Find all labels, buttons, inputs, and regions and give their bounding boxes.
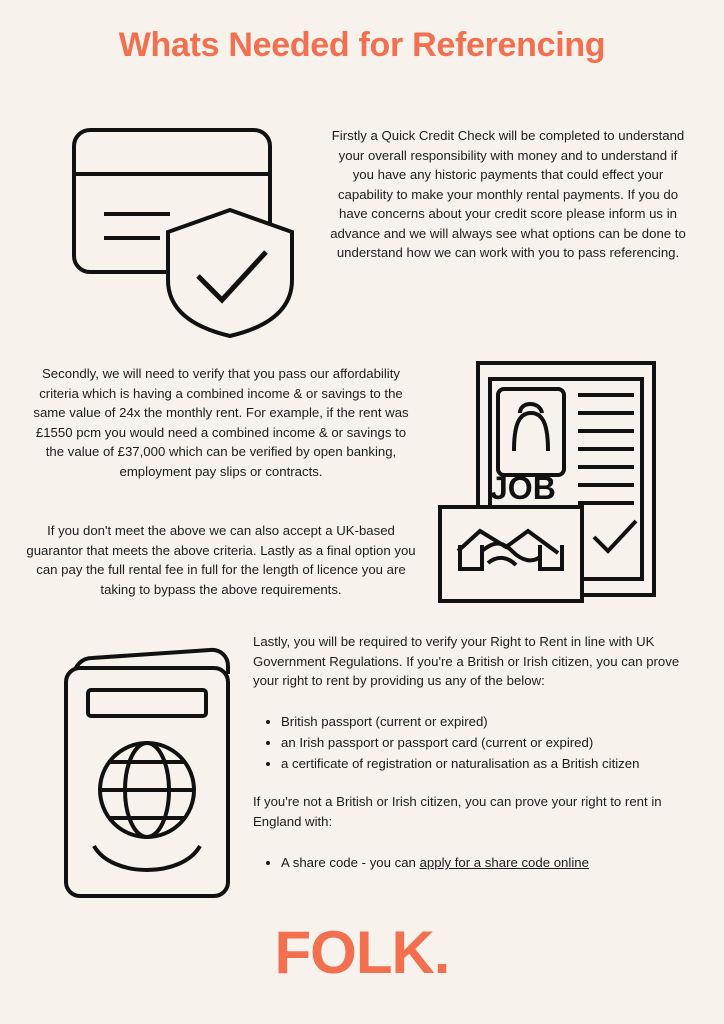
share-code-link[interactable]: apply for a share code online: [419, 855, 589, 870]
right-to-rent-intro: Lastly, you will be required to verify your Right to Rent in line with UK Government Regulations. If you're a British or Irish citizen, you can prove your right to rent by providing us any of the below:: [253, 634, 680, 688]
list-item: • a certificate of registration or naturalisation as a British citizen: [281, 754, 715, 774]
list-item: • British passport (current or expired): [281, 712, 715, 732]
page-title: Whats Needed for Referencing: [118, 26, 606, 64]
non-british-list: [253, 853, 715, 873]
list-item: [281, 853, 715, 873]
credit-check-paragraph: Firstly a Quick Credit Check will be completed to understand your overall responsibility with money and to understand if you have any historic payments that could effect your capability to make your monthly rental payments. If you do have concerns about your credit score please inform us in advance and we will always see what options can be done to understand how we can work with you to pass referencing.: [330, 128, 686, 260]
job-document-handshake-icon: [436, 355, 662, 610]
affordability-paragraph-2: If you don't meet the above we can also accept a UK-based guarantor that meets the above criteria. Lastly as a final option you can pay the full rental fee in full for the length of licence you are taking to bypass the above requirements.: [26, 523, 416, 597]
share-code-text: A share code - you can: [281, 855, 420, 870]
list-item: • an Irish passport or passport card (current or expired): [281, 733, 715, 753]
credit-card-check-icon: [60, 120, 310, 340]
passport-globe-icon: [60, 640, 245, 905]
non-british-intro: If you're not a British or Irish citizen, you can prove your right to rent in England with:: [253, 794, 662, 829]
british-citizen-list: [253, 712, 715, 775]
brand-logo: FOLK.: [274, 919, 450, 986]
affordability-paragraph-1: Secondly, we will need to verify that you pass our affordability criteria which is having a combined income & or savings to the same value of 24x the monthly rent. For example, if the rent was £1550 pcm you would need a combined income & or savings to the value of £37,000 which can be verified by open banking, employment pay slips or contracts.: [33, 366, 409, 479]
svg-text:JOB: JOB: [490, 470, 556, 506]
